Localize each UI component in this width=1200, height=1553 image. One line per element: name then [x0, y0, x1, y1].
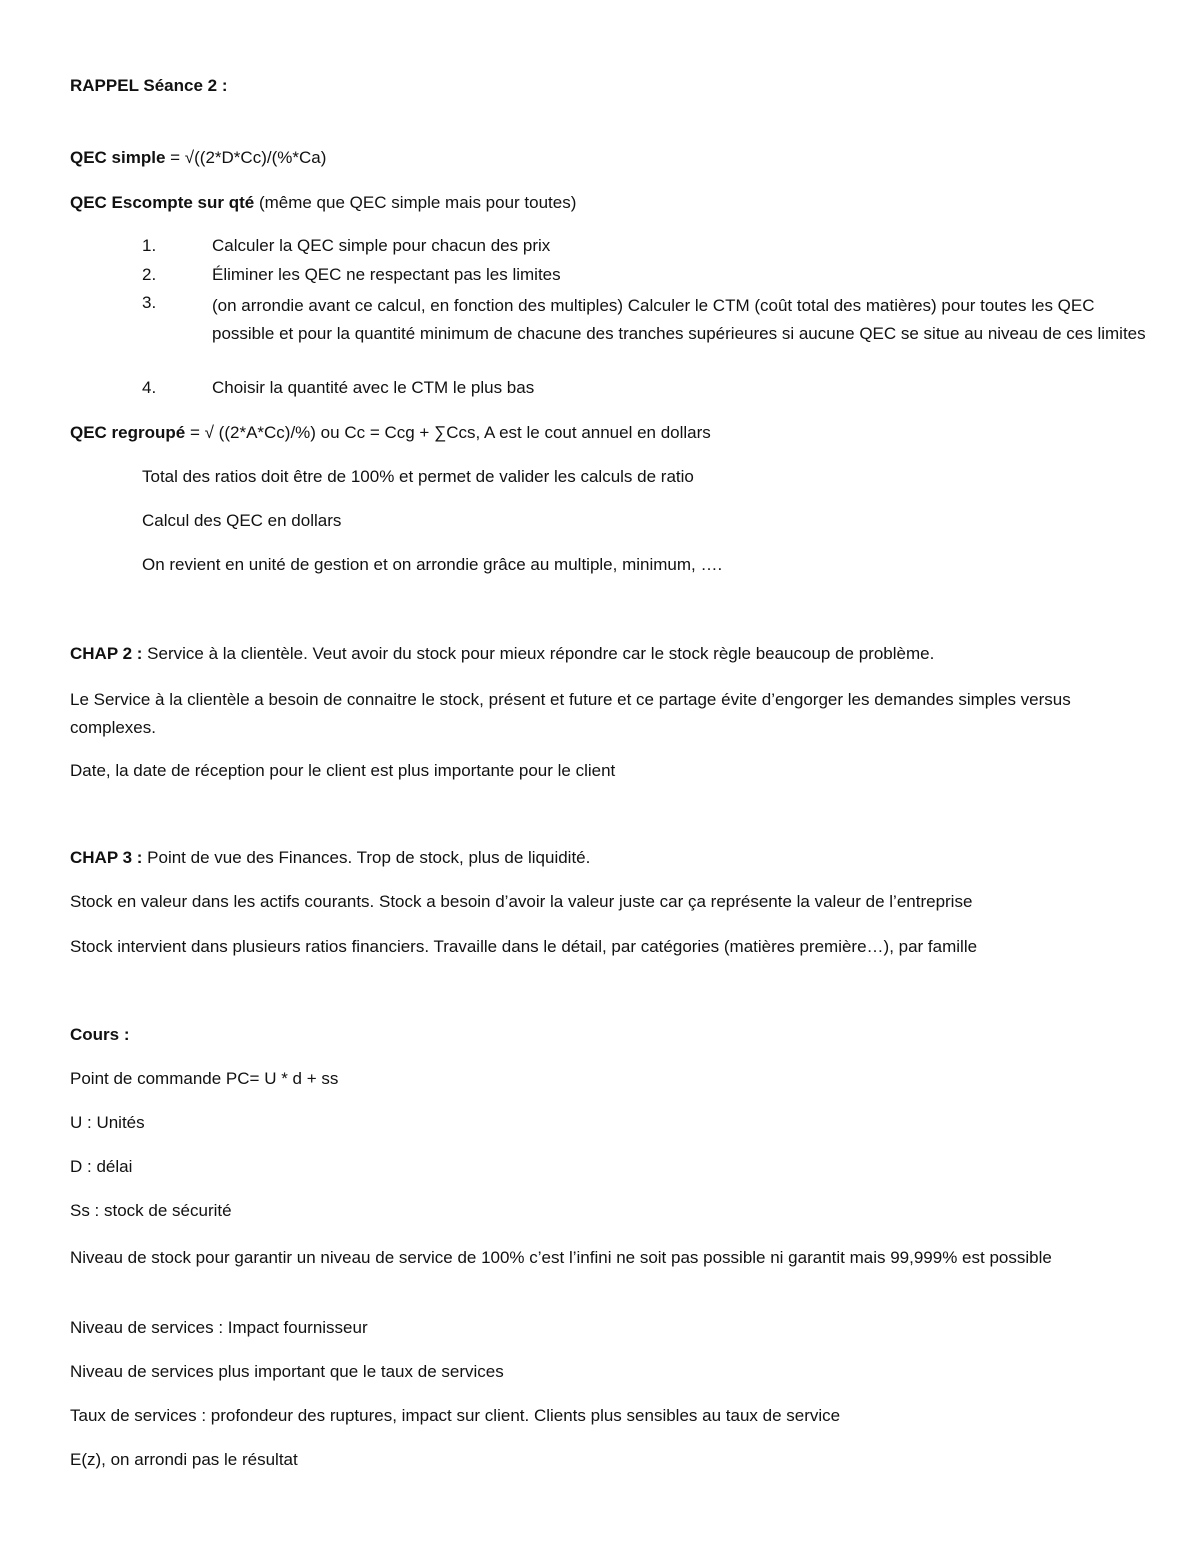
qec-regroupe-line: QEC regroupé = √ ((2*A*Cc)/%) ou Cc = Ccg + ∑Ccs, A est le cout annuel en dollars	[70, 423, 711, 442]
step-text: Choisir la quantité avec le CTM le plus bas	[212, 378, 535, 397]
step-text: (on arrondie avant ce calcul, en fonction des multiples) Calculer le CTM (coût total des matières) pour toutes les QEC possible et pour la quantité minimum de chacune des tranches supérieures si aucune QEC se situe au niveau de ces limites	[212, 296, 1146, 343]
step-number: 1.	[142, 236, 157, 255]
cours-line: U : Unités	[70, 1113, 145, 1132]
regroupe-note: On revient en unité de gestion et on arrondie grâce au multiple, minimum, ….	[142, 555, 723, 574]
cours-line: Niveau de services : Impact fournisseur	[70, 1318, 368, 1337]
chap2-paragraph: Date, la date de réception pour le client est plus importante pour le client	[70, 761, 616, 780]
chap3-heading: CHAP 3 : Point de vue des Finances. Trop de stock, plus de liquidité.	[70, 848, 591, 867]
chap3-paragraph: Stock intervient dans plusieurs ratios financiers. Travaille dans le détail, par catégories (matières première…), par famille	[70, 937, 978, 956]
cours-line: D : délai	[70, 1157, 133, 1176]
cours-line: Point de commande PC= U * d + ss	[70, 1069, 339, 1088]
step-number: 2.	[142, 265, 157, 284]
qec-simple-line: QEC simple = √((2*D*Cc)/(%*Ca)	[70, 148, 327, 167]
cours-line: Taux de services : profondeur des ruptures, impact sur client. Clients plus sensibles au taux de service	[70, 1406, 841, 1425]
chap2-heading: CHAP 2 : Service à la clientèle. Veut avoir du stock pour mieux répondre car le stock règle beaucoup de problème.	[70, 644, 935, 663]
qec-escompte-line: QEC Escompte sur qté (même que QEC simple mais pour toutes)	[70, 193, 577, 212]
step-number: 3.	[142, 293, 157, 312]
step-number: 4.	[142, 378, 157, 397]
cours-line: Niveau de services plus important que le taux de services	[70, 1362, 504, 1381]
cours-line: Niveau de stock pour garantir un niveau de service de 100% c’est l’infini ne soit pas possible ni garantit mais 99,999% est possible	[70, 1248, 1052, 1267]
chap2-paragraph: Le Service à la clientèle a besoin de connaitre le stock, présent et future et ce partage évite d’engorger les demandes simples versus complexes.	[70, 690, 1071, 737]
cours-line: E(z), on arrondi pas le résultat	[70, 1450, 298, 1469]
regroupe-note: Total des ratios doit être de 100% et permet de valider les calculs de ratio	[142, 467, 694, 486]
regroupe-note: Calcul des QEC en dollars	[142, 511, 342, 530]
step-text: Calculer la QEC simple pour chacun des prix	[212, 236, 551, 255]
cours-heading: Cours :	[70, 1025, 130, 1044]
cours-line: Ss : stock de sécurité	[70, 1201, 232, 1220]
step-text: Éliminer les QEC ne respectant pas les limites	[212, 265, 561, 284]
rappel-title: RAPPEL Séance 2 :	[70, 76, 228, 95]
chap3-paragraph: Stock en valeur dans les actifs courants. Stock a besoin d’avoir la valeur juste car ça représente la valeur de l’entreprise	[70, 892, 973, 911]
